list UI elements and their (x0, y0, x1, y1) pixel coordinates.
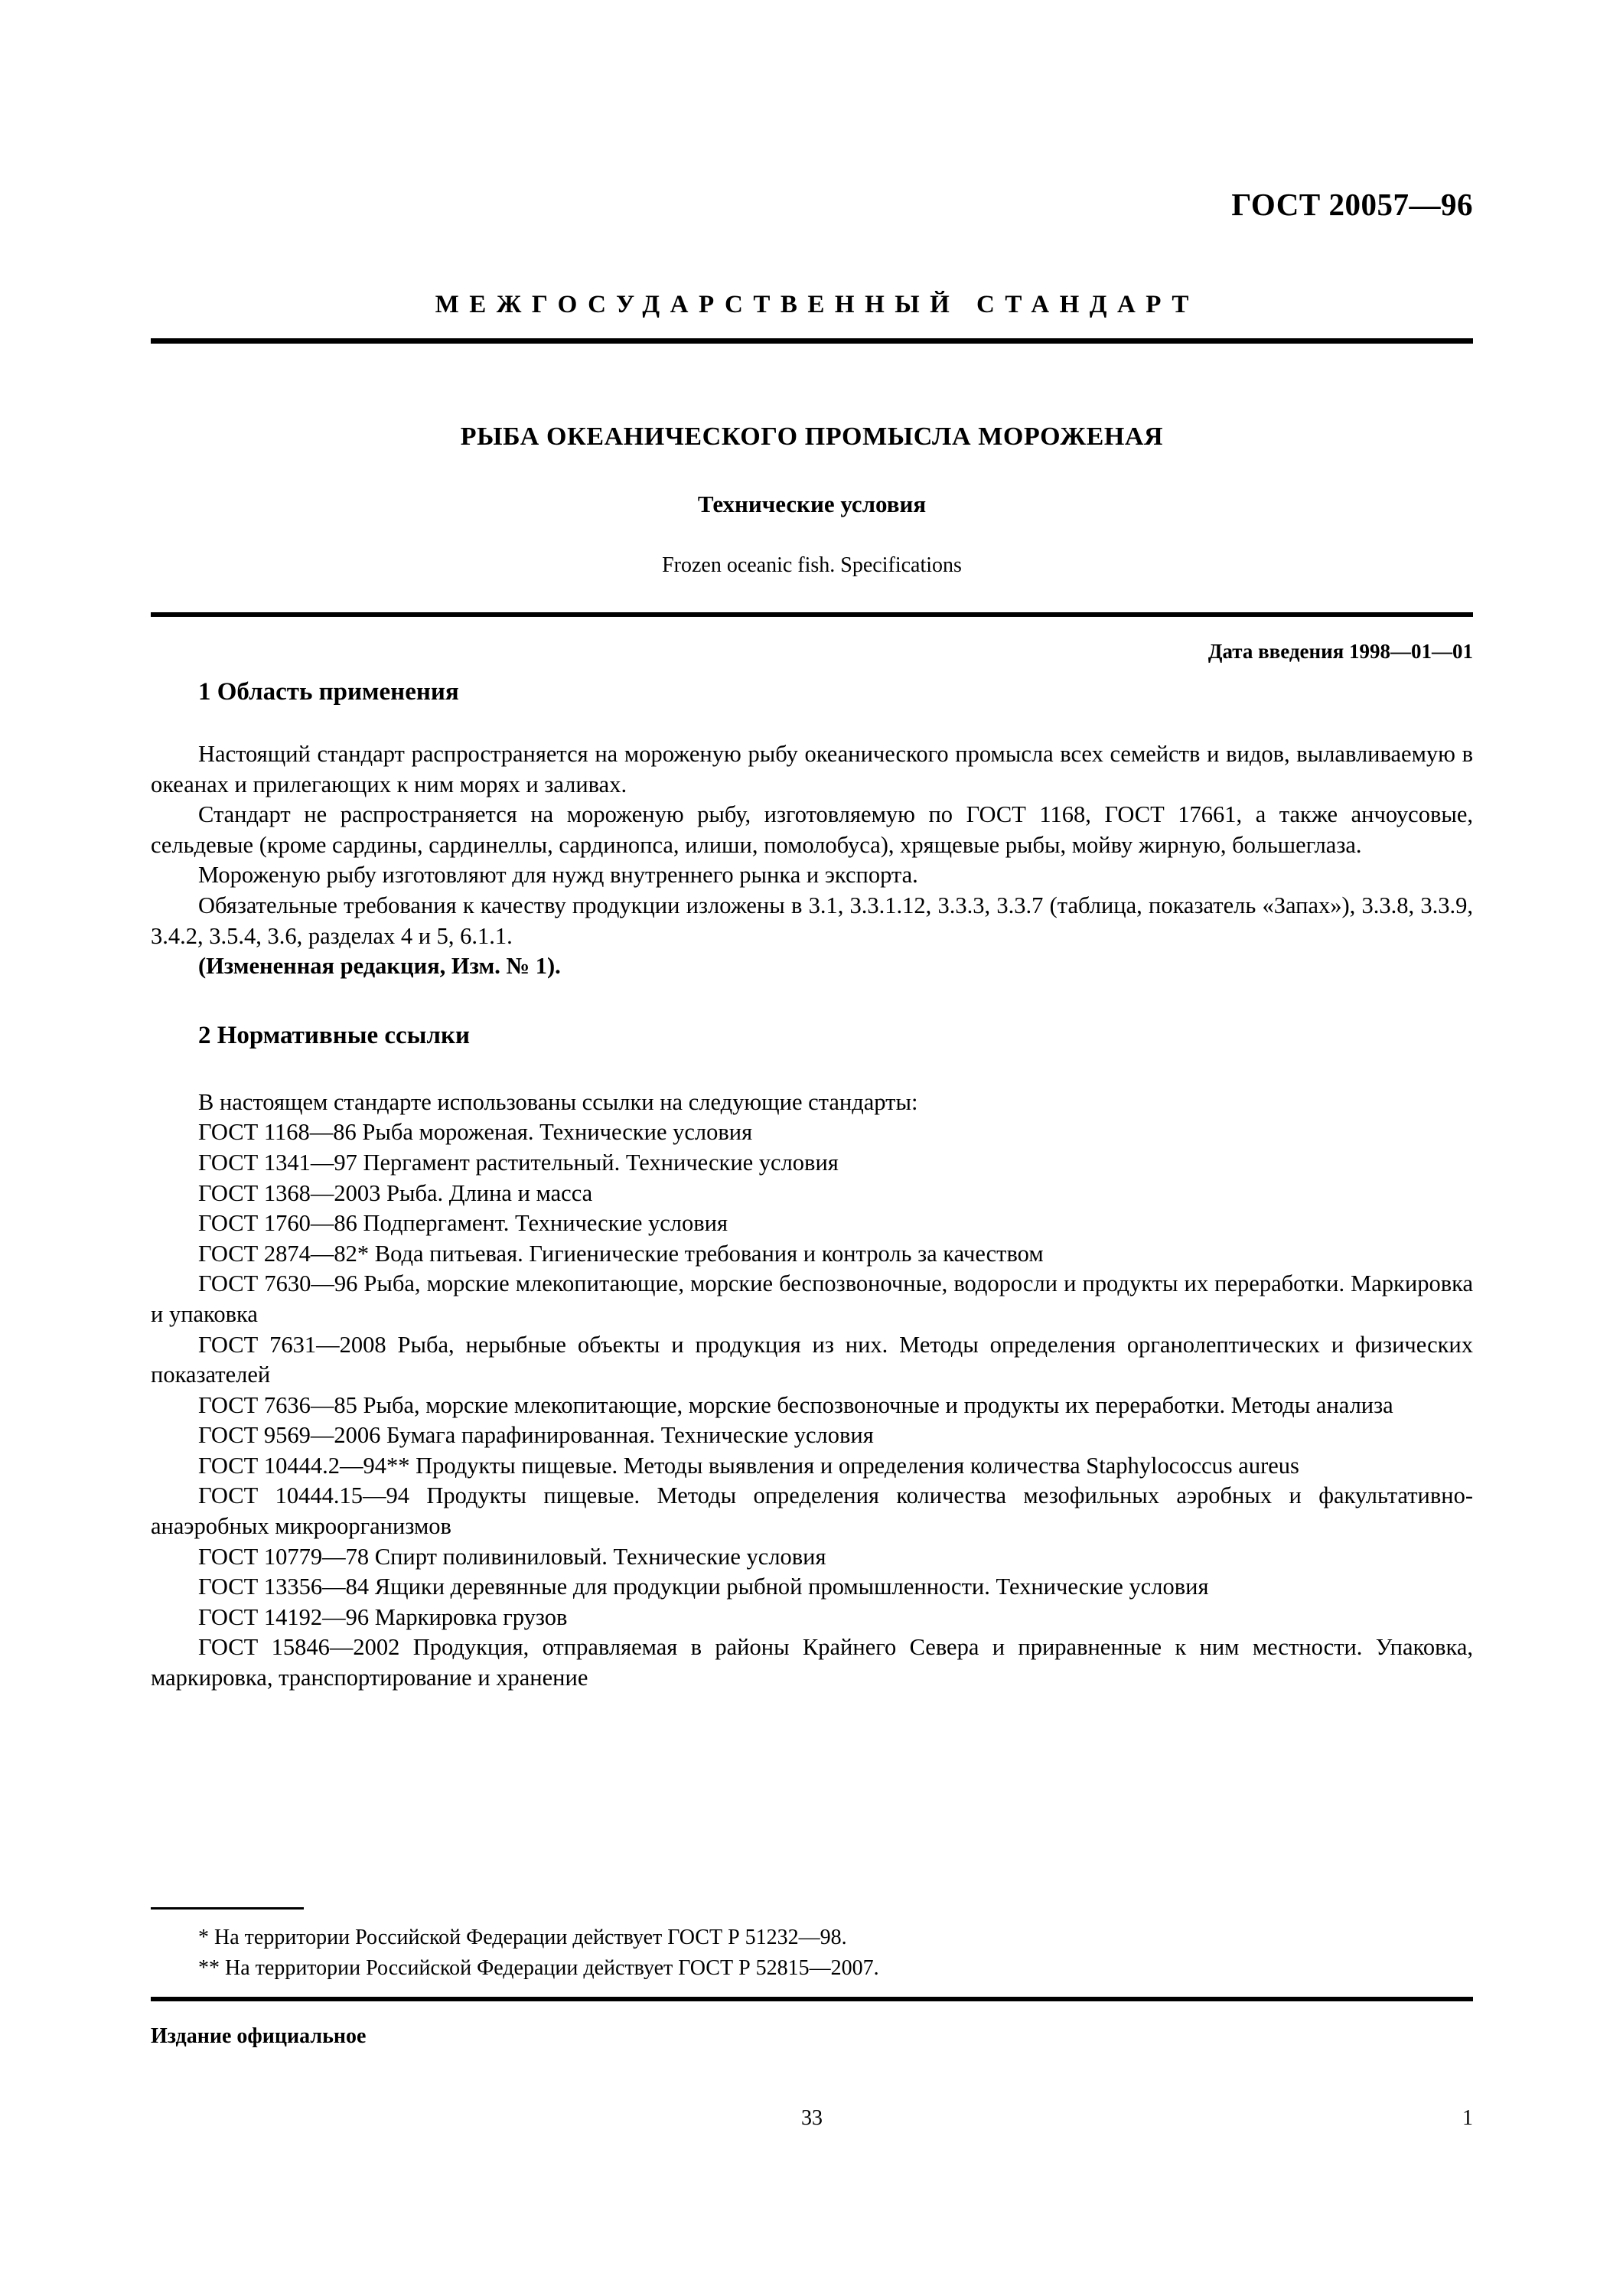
official-edition-label: Издание официальное (151, 2024, 367, 2048)
reference-item: ГОСТ 1368—2003 Рыба. Длина и масса (198, 1179, 593, 1206)
scope-paragraph-3: Мороженую рыбу изготовляют для нужд внутреннего рынка и экспорта. (198, 862, 918, 889)
spacer-after-references-heading (151, 1051, 1473, 1088)
document-title-english: Frozen oceanic fish. Specifications (662, 553, 962, 577)
footnote-1: * На территории Российской Федерации действует ГОСТ Р 51232—98. (198, 1926, 847, 1949)
spacer-after-scope-heading (151, 707, 1473, 739)
footnotes-block (151, 1923, 1473, 1984)
page-number-center: 33 (801, 2106, 823, 2130)
reference-item: ГОСТ 7636—85 Рыба, морские млекопитающие, морские беспозвоночные и продукты их переработки. Методы анализа (198, 1391, 1393, 1418)
reference-item: ГОСТ 10444.2—94** Продукты пищевые. Методы выявления и определения количества Staphylococcus aureus (198, 1452, 1299, 1479)
document-title: РЫБА ОКЕАНИЧЕСКОГО ПРОМЫСЛА МОРОЖЕНАЯ (460, 422, 1164, 451)
footer-divider-rule (151, 1997, 1473, 2001)
scope-amendment-note: (Измененная редакция, Изм. № 1). (198, 953, 561, 980)
header-divider-rule (151, 338, 1473, 344)
reference-item: ГОСТ 7630—96 Рыба, морские млекопитающие, морские беспозвоночные, водоросли и продукты их переработки. Маркировка и упаковка (151, 1270, 1473, 1327)
reference-item: ГОСТ 10444.15—94 Продукты пищевые. Методы определения количества мезофильных аэробных и факультативно-анаэробных микроорганизмов (151, 1482, 1473, 1540)
gost-number: ГОСТ 20057—96 (1231, 187, 1473, 222)
scope-paragraph-2: Стандарт не распространяется на мороженую рыбу, изготовляемую по ГОСТ 1168, ГОСТ 17661, а также анчоусовые, сельдевые (кроме сардины, сардинеллы, сардинопса, илиши, помолобуса), хрящевые рыбы, мойву жирную, большеглаза. (151, 801, 1473, 858)
page-number-right: 1 (1462, 2106, 1473, 2130)
footnote-2: ** На территории Российской Федерации действует ГОСТ Р 52815—2007. (198, 1956, 879, 1980)
introduction-date: Дата введения 1998—01—01 (1207, 640, 1473, 663)
document-body (151, 677, 1473, 1694)
spacer-before-references-heading (151, 982, 1473, 1020)
reference-item: ГОСТ 10779—78 Спирт поливиниловый. Технические условия (198, 1543, 826, 1570)
footnote-separator-rule (151, 1907, 304, 1910)
reference-item: ГОСТ 9569—2006 Бумага парафинированная. Технические условия (198, 1422, 874, 1449)
reference-item: ГОСТ 1168—86 Рыба мороженая. Технические условия (198, 1119, 753, 1146)
reference-item: ГОСТ 1341—97 Пергамент растительный. Технические условия (198, 1149, 839, 1176)
scope-paragraph-4: Обязательные требования к качеству продукции изложены в 3.1, 3.3.1.12, 3.3.3, 3.3.7 (таблица, показатель «Запах»), 3.3.8, 3.3.9, 3.4.2, 3.5.4, 3.6, разделах 4 и 5, 6.1.1. (151, 892, 1473, 949)
document-subtitle: Технические условия (697, 491, 927, 517)
section-heading-references: 2 Нормативные ссылки (198, 1021, 470, 1049)
reference-item: ГОСТ 13356—84 Ящики деревянные для продукции рыбной промышленности. Технические условия (198, 1574, 1209, 1600)
reference-item: ГОСТ 14192—96 Маркировка грузов (198, 1603, 568, 1630)
reference-item: ГОСТ 15846—2002 Продукция, отправляемая в районы Крайнего Севера и приравненные к ним местности. Упаковка, маркировка, транспортирование и хранение (151, 1634, 1473, 1691)
section-heading-scope: 1 Область применения (198, 678, 459, 706)
title-divider-rule (151, 612, 1473, 617)
interstate-standard-heading: МЕЖГОСУДАРСТВЕННЫЙ СТАНДАРТ (435, 291, 1199, 318)
reference-item: ГОСТ 7631—2008 Рыба, нерыбные объекты и продукция из них. Методы определения органолептических и физических показателей (151, 1331, 1473, 1388)
reference-item: ГОСТ 1760—86 Подпергамент. Технические условия (198, 1210, 728, 1237)
reference-item: ГОСТ 2874—82* Вода питьевая. Гигиенические требования и контроль за качеством (198, 1240, 1044, 1267)
references-intro: В настоящем стандарте использованы ссылки на следующие стандарты: (198, 1088, 918, 1115)
scope-paragraph-1: Настоящий стандарт распространяется на мороженую рыбу океанического промысла всех семейств и видов, вылавливаемую в океанах и прилегающих к ним морях и заливах. (151, 741, 1473, 797)
